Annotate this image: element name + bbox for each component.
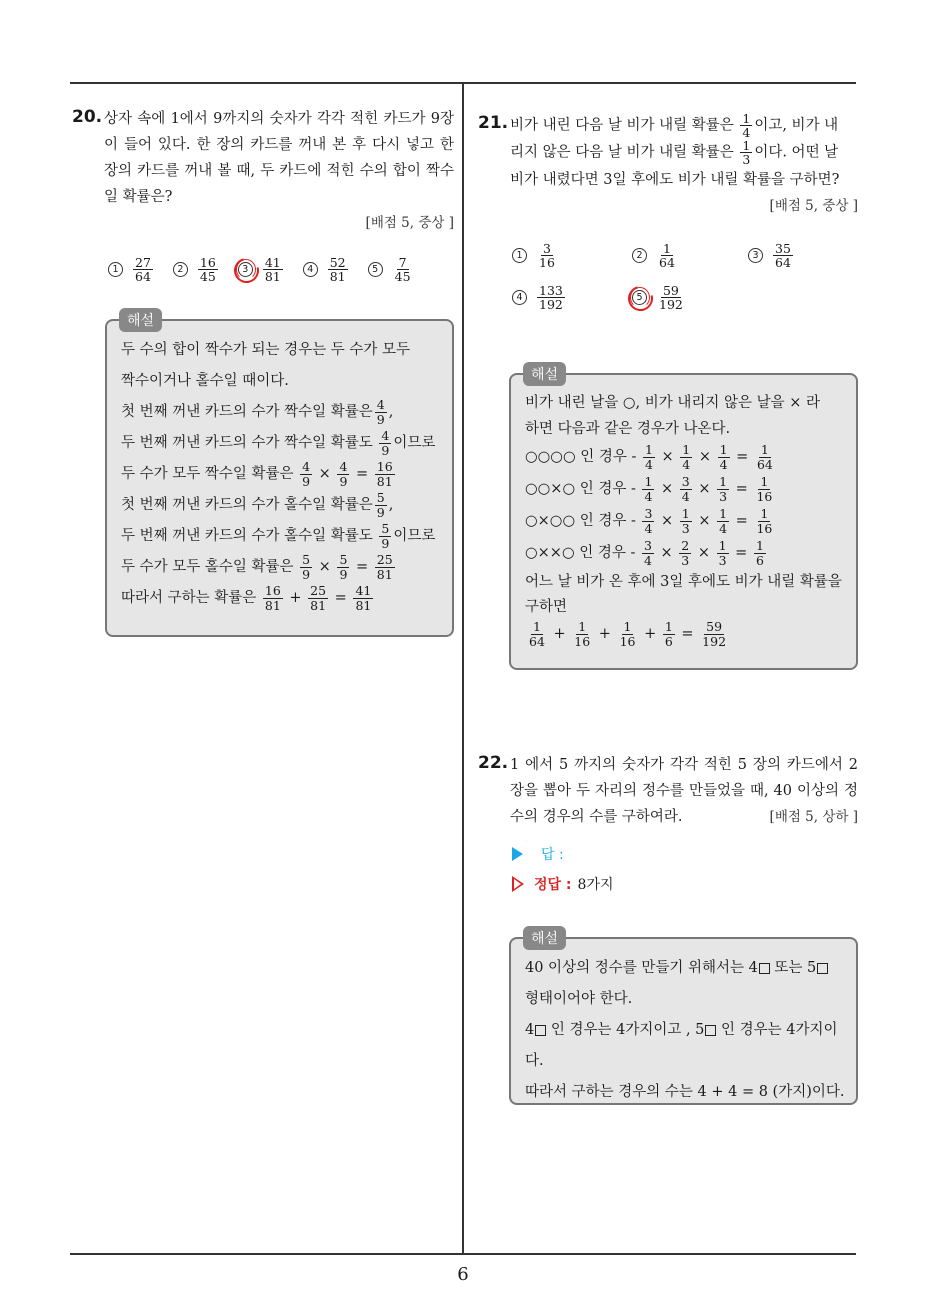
case-line: ○×○○ 인 경우 - $\frac{3}{4}$ × $\frac{1}{3}$ × $\frac{1}{4}$ = $\frac{1}{16}$ bbox=[525, 506, 773, 536]
question-text bbox=[510, 752, 858, 830]
fraction: $\frac{59}{192}$ bbox=[659, 283, 683, 313]
sol-line: 첫 번째 꺼낸 카드의 수가 짝수일 확률은 $\frac{4}{9}$ , bbox=[121, 397, 394, 427]
choice-mark: 4 bbox=[512, 290, 527, 305]
outline-triangle-icon bbox=[512, 876, 524, 892]
sol-sum-line: $\frac{1}{64}$ + $\frac{1}{16}$ + $\frac{1}{16}$ + $\frac{1}{6}$ = $\frac{59}{192}$ bbox=[529, 619, 727, 649]
fraction: $\frac{1}{64}$ bbox=[659, 241, 675, 271]
case-line: ○××○ 인 경우 - $\frac{3}{4}$ × $\frac{2}{3}$ × $\frac{1}{3}$ = $\frac{1}{6}$ bbox=[525, 538, 764, 568]
sol-line: 두 번째 꺼낸 카드의 수가 짝수일 확률도 $\frac{4}{9}$ 이므로 bbox=[121, 428, 436, 458]
fraction: $\frac{3}{4}$ bbox=[643, 538, 652, 568]
sol-line: 다. bbox=[525, 1053, 544, 1069]
question-body: 상자 속에 1에서 9까지의 숫자가 각각 적힌 카드가 9장이 들어 있다. 한 장의 카드를 꺼내 본 후 다시 넣고 한 장의 카드를 꺼내 볼 때, 두 카드에 적힌 수의 합이 짝수일 확률은? bbox=[104, 111, 454, 205]
question-meta: [배점 5, 중상 ] bbox=[769, 197, 858, 214]
question-body: 1 에서 5 까지의 숫자가 각각 적힌 5 장의 카드에서 2장을 뽑아 두 자리의 정수를 만들었을 때, 40 이상의 정수의 경우의 수를 구하여라. bbox=[510, 757, 858, 825]
fraction: $\frac{1}{4}$ bbox=[644, 442, 653, 472]
fraction: $\frac{3}{4}$ bbox=[644, 506, 653, 536]
column-divider bbox=[462, 82, 464, 1255]
sol-line: 형태이어야 한다. bbox=[525, 991, 633, 1007]
question-number: 21. bbox=[478, 113, 509, 133]
fraction: $\frac{1}{3}$ bbox=[681, 506, 690, 536]
sol-line: 두 수가 모두 짝수일 확률은 $\frac{4}{9}$ × $\frac{4}{9}$ = $\frac{16}{81}$ bbox=[121, 459, 393, 489]
fraction: $\frac{4}{9}$ bbox=[339, 459, 348, 489]
choice-mark: 2 bbox=[632, 248, 647, 263]
question-number: 20. bbox=[72, 107, 103, 127]
question-text: 비가 내린 다음 날 비가 내릴 확률은 $\frac{1}{4}$ 이고, 비가 내 리지 않은 다음 날 비가 내릴 확률은 $\frac{1}{3}$ 이다. 어떤 날 비가 내렸다면 3일 후에도 비가 내릴 확률을 구하면? [배점 5, 중상 ] bbox=[510, 112, 858, 219]
case-line: ○○×○ 인 경우 - $\frac{1}{4}$ × $\frac{3}{4}$ × $\frac{1}{3}$ = $\frac{1}{16}$ bbox=[525, 474, 773, 504]
blank-box-icon bbox=[705, 1025, 716, 1036]
question-number: 22. bbox=[478, 753, 509, 773]
fraction: $\frac{1}{16}$ bbox=[619, 619, 636, 649]
question-22 bbox=[478, 752, 858, 894]
choice-mark: 2 bbox=[173, 262, 188, 277]
fraction: $\frac{27}{64}$ bbox=[135, 255, 151, 285]
fraction: $\frac{1}{3}$ bbox=[742, 138, 751, 168]
fraction: $\frac{1}{6}$ bbox=[664, 619, 673, 649]
fraction: $\frac{52}{81}$ bbox=[329, 255, 346, 285]
choice-mark: 1 bbox=[108, 262, 123, 277]
fraction: $\frac{2}{3}$ bbox=[681, 538, 690, 568]
sol-line: 구하면 bbox=[525, 599, 568, 615]
blank-box-icon bbox=[759, 963, 770, 974]
fraction: $\frac{1}{64}$ bbox=[529, 619, 545, 649]
fraction: $\frac{41}{81}$ bbox=[355, 583, 372, 613]
fraction: $\frac{1}{16}$ bbox=[574, 619, 591, 649]
choice-mark: 3 bbox=[748, 248, 763, 263]
sol-line: 짝수이거나 홀수일 때이다. bbox=[121, 373, 289, 389]
choice-5[interactable] bbox=[632, 284, 687, 311]
sol-line: 어느 날 비가 온 후에 3일 후에도 비가 내릴 확률을 bbox=[525, 574, 842, 590]
question-21 bbox=[478, 112, 858, 219]
correct-label: 정답 : bbox=[534, 877, 572, 893]
fraction: $\frac{1}{16}$ bbox=[756, 474, 773, 504]
choice-3[interactable] bbox=[748, 242, 795, 269]
fraction: $\frac{41}{81}$ bbox=[264, 255, 281, 285]
fraction: $\frac{16}{81}$ bbox=[376, 459, 393, 489]
choice-mark: 5 bbox=[368, 262, 383, 277]
sol-line: 4 인 경우는 4가지이고 , 5 인 경우는 4가지이 bbox=[525, 1022, 838, 1038]
fraction: $\frac{1}{4}$ bbox=[719, 442, 728, 472]
fraction: $\frac{1}{16}$ bbox=[756, 506, 773, 536]
fraction: $\frac{1}{64}$ bbox=[756, 442, 773, 472]
choice-3[interactable] bbox=[238, 256, 285, 283]
page-number: 6 bbox=[457, 1264, 469, 1285]
choice-mark: 4 bbox=[303, 262, 318, 277]
choice-mark: 1 bbox=[512, 248, 527, 263]
sol-line: 두 수의 합이 짝수가 되는 경우는 두 수가 모두 bbox=[121, 342, 410, 358]
fraction: $\frac{35}{64}$ bbox=[775, 241, 791, 271]
fraction: $\frac{25}{81}$ bbox=[376, 552, 393, 582]
answer-label: 답 : bbox=[541, 847, 564, 863]
blank-box-icon bbox=[817, 963, 828, 974]
question-text bbox=[104, 106, 454, 236]
choices bbox=[512, 242, 812, 322]
selected-choice-mark: 3 bbox=[238, 262, 253, 277]
solution-box-q22 bbox=[509, 931, 858, 1105]
case-line: ○○○○ 인 경우 - $\frac{1}{4}$ × $\frac{1}{4}$ × $\frac{1}{4}$ = $\frac{1}{64}$ bbox=[525, 442, 773, 472]
fraction: $\frac{4}{9}$ bbox=[381, 428, 390, 458]
correct-answer-row bbox=[512, 874, 858, 894]
solution-box-q21 bbox=[509, 367, 858, 670]
fraction: $\frac{133}{192}$ bbox=[539, 283, 563, 313]
selected-choice-mark: 5 bbox=[632, 290, 647, 305]
question-meta: [배점 5, 상하 ] bbox=[769, 809, 858, 825]
answer-row bbox=[512, 844, 858, 864]
fraction: $\frac{4}{9}$ bbox=[302, 459, 311, 489]
fraction: $\frac{25}{81}$ bbox=[310, 583, 327, 613]
sol-line: 두 수가 모두 홀수일 확률은 $\frac{5}{9}$ × $\frac{5}{9}$ = $\frac{25}{81}$ bbox=[121, 552, 393, 582]
sol-line: 따라서 구하는 확률은 $\frac{16}{81}$ + $\frac{25}{81}$ = $\frac{41}{81}$ bbox=[121, 583, 372, 613]
choice-2[interactable] bbox=[632, 242, 679, 269]
solution-tag: 해설 bbox=[119, 308, 162, 332]
fraction: $\frac{3}{4}$ bbox=[681, 474, 690, 504]
correct-value: 8가지 bbox=[577, 877, 614, 893]
case-list bbox=[525, 441, 842, 569]
fraction: $\frac{3}{16}$ bbox=[539, 241, 555, 271]
fraction: $\frac{1}{3}$ bbox=[719, 474, 728, 504]
sol-line: 두 번째 꺼낸 카드의 수가 홀수일 확률도 $\frac{5}{9}$ 이므로 bbox=[121, 521, 436, 551]
sol-line: 40 이상의 정수를 만들기 위해서는 4 또는 5 bbox=[525, 953, 842, 984]
solution-tag: 해설 bbox=[523, 926, 566, 950]
question-meta: [배점 5, 중상 ] bbox=[365, 215, 454, 231]
choice-2[interactable] bbox=[173, 256, 220, 283]
choices bbox=[108, 256, 454, 283]
choice-4[interactable] bbox=[512, 284, 567, 311]
fraction: $\frac{5}{9}$ bbox=[376, 490, 385, 520]
blank-box-icon bbox=[535, 1025, 546, 1036]
choice-4[interactable] bbox=[303, 256, 350, 283]
sol-line: 따라서 구하는 경우의 수는 4 + 4 = 8 (가지)이다. bbox=[525, 1084, 845, 1100]
solution-box-q20 bbox=[105, 313, 454, 637]
fraction: $\frac{1}{6}$ bbox=[755, 538, 764, 568]
fraction: $\frac{1}{3}$ bbox=[718, 538, 727, 568]
fraction: $\frac{1}{4}$ bbox=[682, 442, 691, 472]
fraction: $\frac{1}{4}$ bbox=[742, 111, 751, 141]
fraction: $\frac{1}{4}$ bbox=[719, 506, 728, 536]
fraction: $\frac{5}{9}$ bbox=[302, 552, 311, 582]
fraction: $\frac{1}{4}$ bbox=[644, 474, 653, 504]
fraction: $\frac{16}{81}$ bbox=[264, 583, 281, 613]
fraction: $\frac{7}{45}$ bbox=[394, 255, 411, 285]
choice-1[interactable] bbox=[512, 242, 559, 269]
fraction: $\frac{16}{45}$ bbox=[199, 255, 216, 285]
choice-5[interactable] bbox=[368, 256, 415, 283]
sol-line: 비가 내린 날을 ○, 비가 내리지 않은 날을 × 라 bbox=[525, 395, 821, 411]
play-triangle-icon bbox=[512, 847, 523, 861]
fraction: $\frac{5}{9}$ bbox=[339, 552, 348, 582]
fraction: $\frac{4}{9}$ bbox=[376, 397, 385, 427]
sol-line: 하면 다음과 같은 경우가 나온다. bbox=[525, 421, 731, 437]
question-20 bbox=[72, 106, 454, 283]
choice-1[interactable] bbox=[108, 256, 155, 283]
fraction: $\frac{5}{9}$ bbox=[381, 521, 390, 551]
sol-line: 첫 번째 꺼낸 카드의 수가 홀수일 확률은 $\frac{5}{9}$ , bbox=[121, 490, 394, 520]
fraction: $\frac{59}{192}$ bbox=[702, 619, 727, 649]
bottom-rule bbox=[70, 1253, 856, 1255]
solution-tag: 해설 bbox=[523, 362, 566, 386]
